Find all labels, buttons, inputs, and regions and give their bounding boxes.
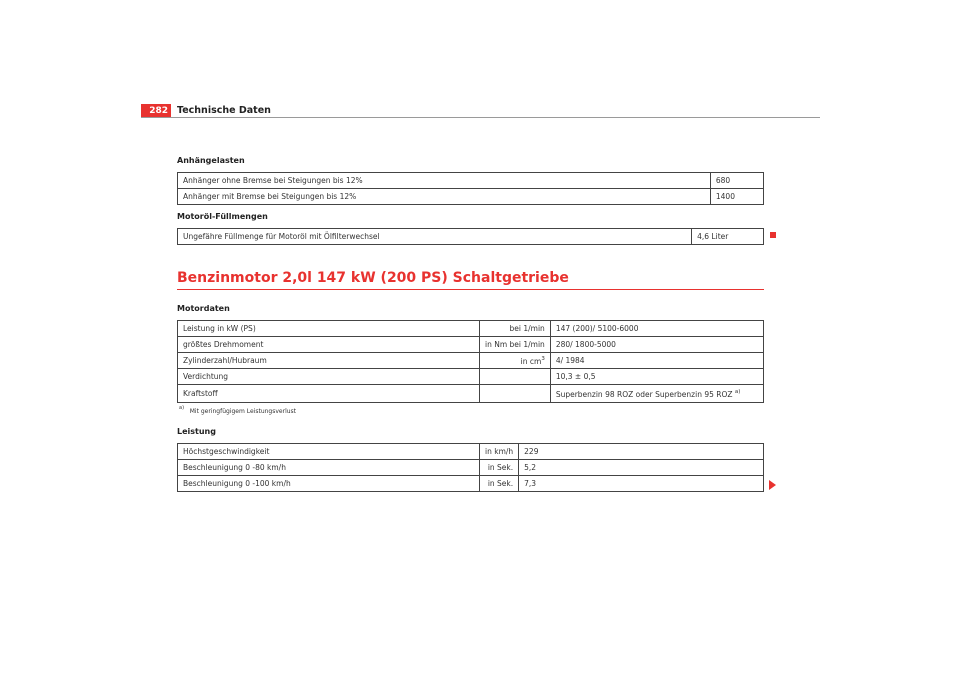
row-unit: bei 1/min xyxy=(480,321,551,337)
row-value: 229 xyxy=(519,444,764,460)
row-label: Anhänger ohne Bremse bei Steigungen bis 12% xyxy=(178,173,711,189)
row-unit: in Nm bei 1/min xyxy=(480,337,551,353)
row-value-cell xyxy=(550,385,763,403)
table-row xyxy=(178,321,764,337)
continue-arrow-icon xyxy=(769,480,776,490)
row-unit xyxy=(480,385,551,403)
table-row xyxy=(178,229,764,245)
row-unit xyxy=(480,369,551,385)
row-value: 4/ 1984 xyxy=(550,353,763,369)
row-unit: in cm xyxy=(520,356,542,366)
row-label: Verdichtung xyxy=(178,369,480,385)
header-divider xyxy=(141,117,820,118)
footnote-mark: a) xyxy=(179,405,185,411)
row-unit: in km/h xyxy=(480,444,519,460)
row-value: 10,3 ± 0,5 xyxy=(550,369,763,385)
footnote xyxy=(179,405,296,415)
row-label: Beschleunigung 0 -80 km/h xyxy=(178,460,480,476)
section-title-anhaengelasten: Anhängelasten xyxy=(177,156,245,165)
table-row xyxy=(178,337,764,353)
footnote-text: Mit geringfügigem Leistungsverlust xyxy=(189,408,297,415)
row-value: Superbenzin 98 ROZ oder Superbenzin 95 ROZ xyxy=(555,389,733,399)
row-label: Anhänger mit Bremse bei Steigungen bis 12% xyxy=(178,189,711,205)
row-unit: in Sek. xyxy=(480,476,519,492)
table-row xyxy=(178,189,764,205)
table-row xyxy=(178,385,764,403)
table-anhaengelasten xyxy=(177,172,764,205)
section-end-marker xyxy=(770,232,776,238)
row-value: 5,2 xyxy=(519,460,764,476)
table-row xyxy=(178,476,764,492)
section-title-motordaten: Motordaten xyxy=(177,304,230,313)
table-row xyxy=(178,173,764,189)
row-label: Höchstgeschwindigkeit xyxy=(178,444,480,460)
table-motordaten xyxy=(177,320,764,403)
footnote-reference: a) xyxy=(734,388,741,395)
row-label: Ungefähre Füllmenge für Motoröl mit Ölfilterwechsel xyxy=(178,229,692,245)
page-title: Technische Daten xyxy=(177,105,271,116)
table-leistung xyxy=(177,443,764,492)
row-label: größtes Drehmoment xyxy=(178,337,480,353)
section-title-motoroel: Motoröl-Füllmengen xyxy=(177,212,268,221)
table-row xyxy=(178,353,764,369)
row-label: Zylinderzahl/Hubraum xyxy=(178,353,480,369)
table-row xyxy=(178,444,764,460)
unit-superscript: 3 xyxy=(541,355,545,362)
row-label: Beschleunigung 0 -100 km/h xyxy=(178,476,480,492)
row-value: 1400 xyxy=(710,189,763,205)
row-value: 7,3 xyxy=(519,476,764,492)
page-number: 282 xyxy=(141,104,171,118)
table-motoroel xyxy=(177,228,764,245)
row-value: 4,6 Liter xyxy=(692,229,764,245)
row-value: 680 xyxy=(710,173,763,189)
section-title-leistung: Leistung xyxy=(177,427,216,436)
row-unit: in Sek. xyxy=(480,460,519,476)
row-value: 280/ 1800-5000 xyxy=(550,337,763,353)
row-value: 147 (200)/ 5100-6000 xyxy=(550,321,763,337)
row-label: Leistung in kW (PS) xyxy=(178,321,480,337)
row-unit-cell xyxy=(480,353,551,369)
row-label: Kraftstoff xyxy=(178,385,480,403)
table-row xyxy=(178,369,764,385)
engine-heading: Benzinmotor 2,0l 147 kW (200 PS) Schaltgetriebe xyxy=(177,270,569,286)
table-row xyxy=(178,460,764,476)
heading-divider xyxy=(177,289,764,290)
